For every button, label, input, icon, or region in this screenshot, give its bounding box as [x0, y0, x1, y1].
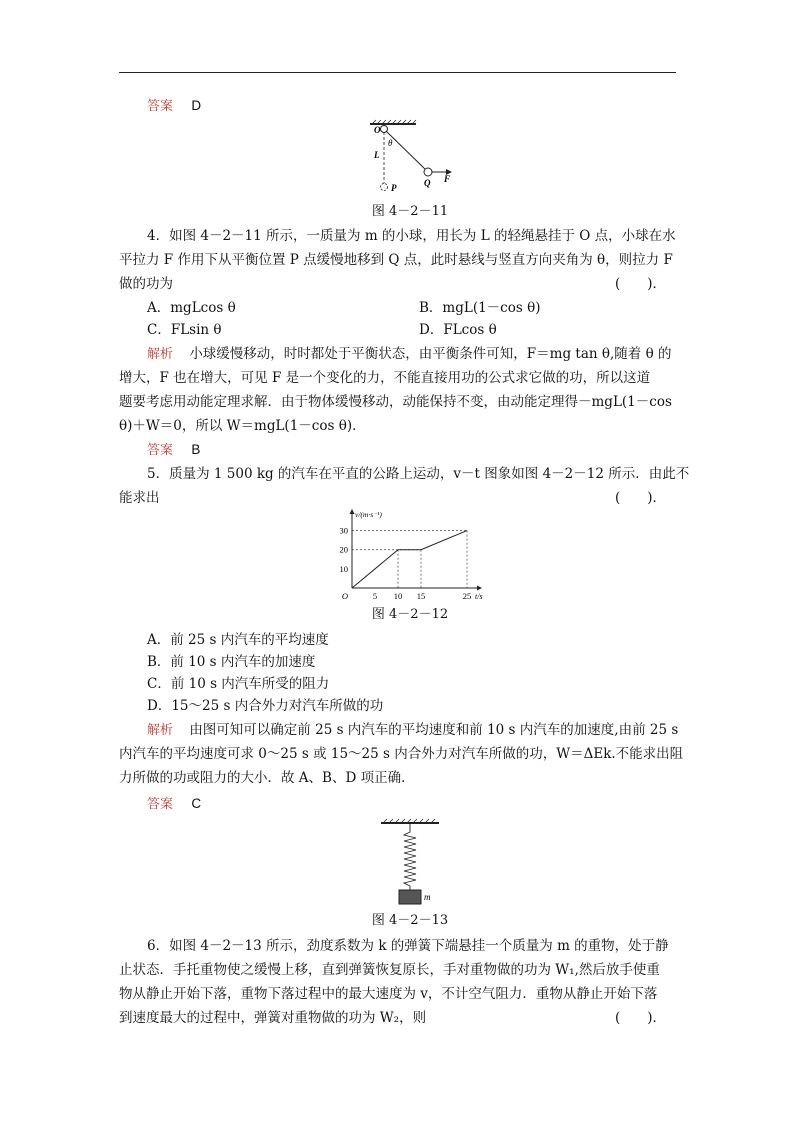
analysis-label: 解析	[147, 723, 174, 738]
q4-analysis-line1	[119, 344, 704, 365]
q4-option-c: C．FLsin θ	[147, 322, 222, 338]
q6-line4	[119, 1008, 676, 1028]
answer-label: 答案	[147, 99, 174, 114]
x-axis-label: t/s	[475, 592, 483, 601]
x-tick-label-5: 5	[372, 591, 378, 601]
figure-spring	[375, 818, 445, 910]
q4-answer-value: B	[191, 442, 201, 457]
weight-block	[399, 890, 421, 904]
answer-label: 答案	[147, 797, 174, 812]
q4-paren: ( )．	[614, 276, 666, 292]
q5-analysis-line1	[119, 720, 704, 741]
y-axis-arrow	[350, 509, 355, 514]
label-Q: Q	[424, 178, 431, 188]
q4-option-a: A．mgLcos θ	[147, 300, 236, 316]
q5-answer-line	[119, 794, 704, 815]
q5-analysis-text1: 由图可知可以确定前 25 s 内汽车的平均速度和前 10 s 内汽车的加速度,由前 25 s	[189, 722, 679, 738]
q5-analysis-line2: 内汽车的平均速度可求 0～25 s 或 15～25 s 内合外力对汽车所做的功，W＝ΔEk.不能求出阻	[119, 746, 684, 762]
figure-pendulum	[360, 118, 460, 198]
vt-chart	[330, 508, 490, 604]
y-tick-label-30: 30	[339, 525, 348, 536]
q6-paren: ( )．	[614, 1010, 666, 1026]
series-line	[352, 531, 467, 588]
q5-paren: ( )．	[614, 490, 666, 506]
q4-line2: 平拉力 F 作用下从平衡位置 P 点缓慢地移到 Q 点，此时悬线与竖直方向夹角为 θ，则拉力 F	[119, 252, 673, 268]
x-tick-label-10: 10	[393, 591, 403, 601]
q4-options-row2	[119, 320, 704, 340]
q4-line1: 4．如图 4－2－11 所示，一质量为 m 的小球，用长为 L 的轻绳悬挂于 O 点，小球在水	[147, 228, 676, 244]
prev-answer-line	[119, 96, 704, 117]
q6-line3: 物从静止开始下落，重物下落过程中的最大速度为 v，不计空气阻力．重物从静止开始下落	[119, 986, 658, 1002]
q5-analysis-line3: 力所做的功或阻力的大小．故 A、B、D 项正确．	[119, 770, 415, 786]
answer-label: 答案	[147, 443, 174, 458]
q4-options-row1	[119, 298, 704, 318]
q5-line1: 5．质量为 1 500 kg 的汽车在平直的公路上运动，v－t 图象如图 4－2－12 所示．由此不	[147, 466, 690, 482]
q4-analysis-line4: θ)＋W＝0，所以 W＝mgL(1－cos θ)．	[119, 418, 366, 434]
q5-line2-text: 能求出	[119, 490, 160, 506]
x-tick-label-15: 15	[416, 591, 426, 601]
label-L: L	[374, 150, 380, 160]
answer-value: D	[191, 98, 202, 113]
q4-analysis-line2: 增大，F 也在增大，可见 F 是一个变化的力，不能直接用功的公式求它做的功，所以这道	[119, 370, 651, 386]
x-tick-label-25: 25	[462, 591, 472, 601]
y-tick-label-20: 20	[339, 544, 348, 555]
label-F: F	[444, 174, 451, 184]
q4-analysis-text1: 小球缓慢移动，时时都处于平衡状态，由平衡条件可知，F＝mg tan θ,随着 θ 的	[189, 346, 672, 362]
spring-coil	[404, 823, 416, 890]
q4-line3-text: 做的功为	[119, 276, 173, 292]
label-theta: θ	[388, 138, 393, 148]
q6-line1: 6．如图 4－2－13 所示，劲度系数为 k 的弹簧下端悬挂一个质量为 m 的重物，处于静	[147, 938, 669, 954]
label-P: P	[391, 183, 397, 193]
q4-line3	[119, 274, 676, 294]
mass-label: m	[424, 892, 431, 902]
q5-option-b: B．前 10 s 内汽车的加速度	[147, 654, 316, 670]
figure-caption-13: 图 4－2－13	[371, 913, 449, 928]
origin-label: O	[341, 591, 348, 601]
q6-line4-text: 到速度最大的过程中，弹簧对重物做的功为 W₂，则	[119, 1010, 427, 1026]
q5-answer-value: C	[191, 796, 202, 811]
analysis-label: 解析	[147, 347, 174, 362]
x-axis-arrow	[477, 586, 482, 591]
q5-option-d: D．15～25 s 内合外力对汽车所做的功	[147, 698, 384, 714]
q6-line2: 止状态．手托重物使之缓慢上移，直到弹簧恢复原长，手对重物做的功为 W₁,然后放手使重	[119, 962, 660, 978]
label-O: O	[374, 125, 381, 135]
q4-option-d: D．FLcos θ	[419, 322, 497, 338]
q5-line2	[119, 488, 676, 508]
y-axis-label: v/(m·s⁻¹)	[355, 510, 382, 519]
q5-option-a: A．前 25 s 内汽车的平均速度	[147, 632, 329, 648]
q5-option-c: C．前 10 s 内汽车所受的阻力	[147, 676, 330, 692]
y-tick-label-10: 10	[339, 563, 348, 574]
header-rule	[119, 72, 676, 73]
figure-caption-12: 图 4－2－12	[371, 607, 449, 622]
q4-option-b: B．mgL(1－cos θ)	[419, 300, 541, 316]
figure-caption-11: 图 4－2－11	[371, 204, 449, 219]
q4-answer-line	[119, 440, 704, 461]
q4-analysis-line3: 题要考虑用动能定理求解．由于物体缓慢移动，动能保持不变，由动能定理得－mgL(1－cos	[119, 394, 672, 410]
